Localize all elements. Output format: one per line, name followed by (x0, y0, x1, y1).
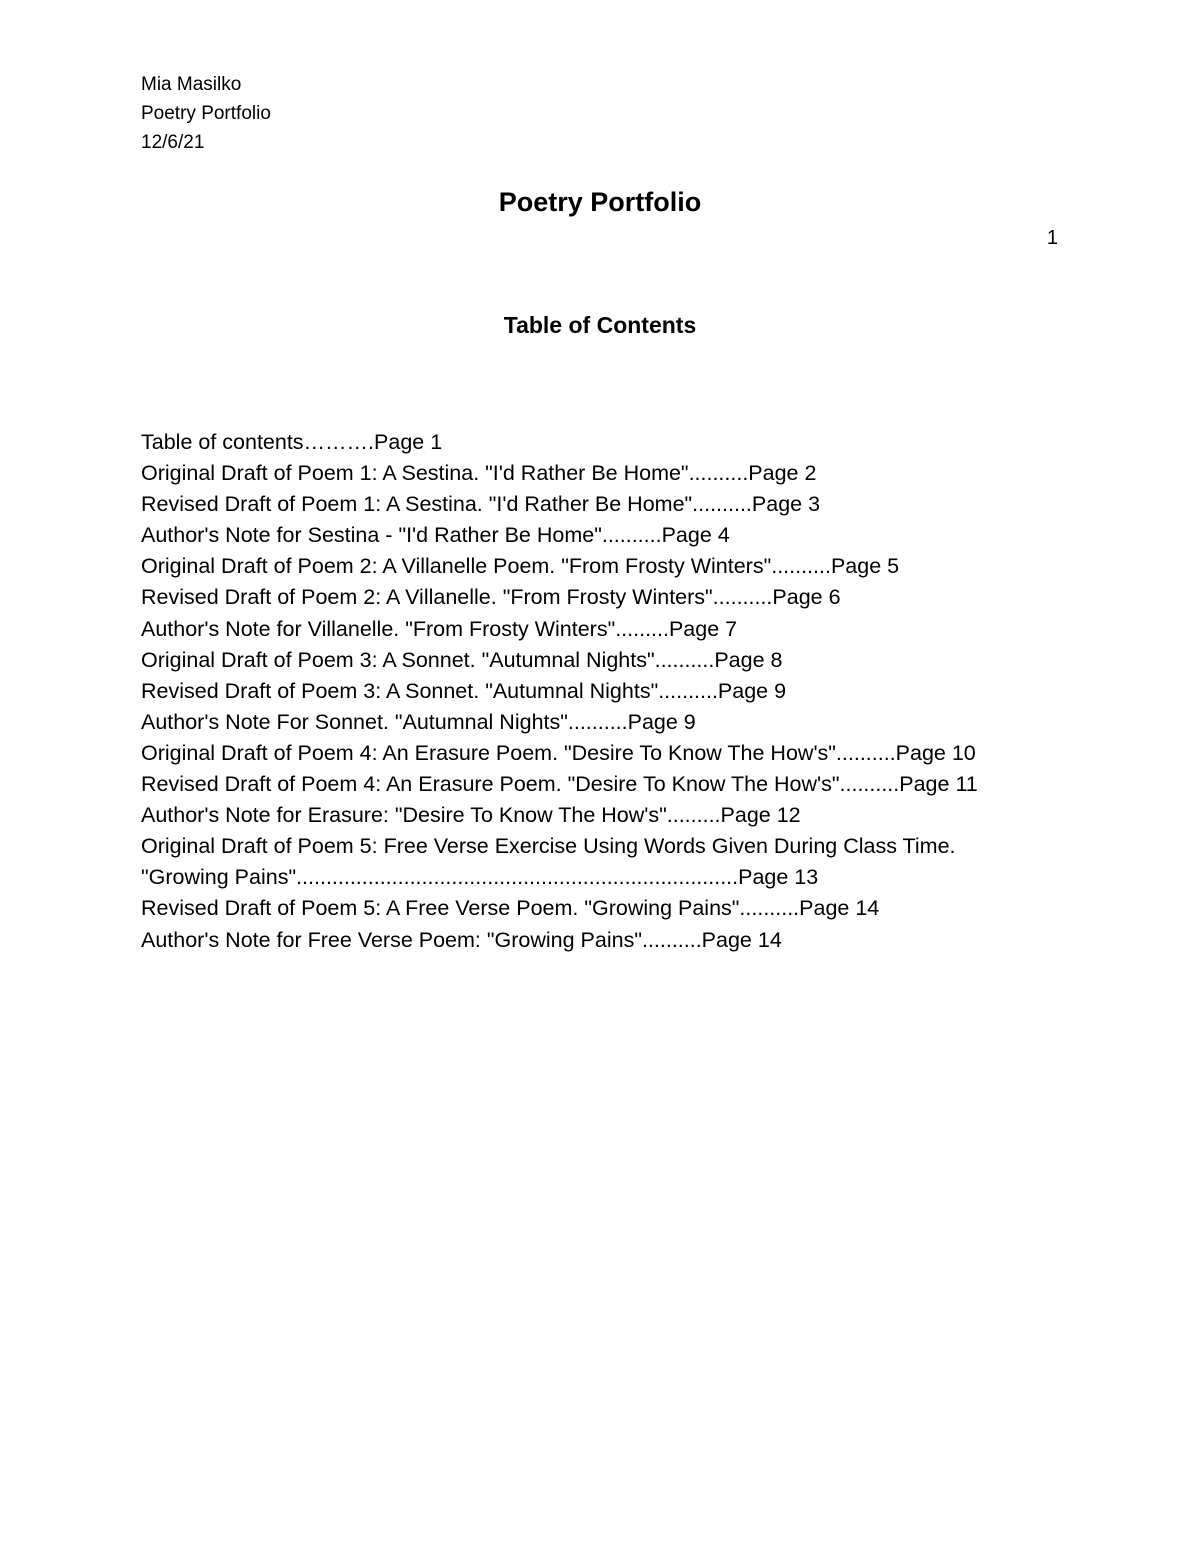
toc-entry: Author's Note for Erasure: "Desire To Know The How's".........Page 12 (141, 803, 801, 828)
toc-entry: Revised Draft of Poem 4: An Erasure Poem. "Desire To Know The How's"..........Page 11 (141, 772, 978, 797)
table-of-contents (141, 427, 1141, 956)
toc-entry: "Growing Pains"..........................................................................Page 13 (141, 865, 819, 890)
document-header (141, 70, 271, 157)
toc-entry: Original Draft of Poem 1: A Sestina. "I'd Rather Be Home"..........Page 2 (141, 461, 817, 486)
toc-entry: Author's Note for Sestina - "I'd Rather Be Home"..........Page 4 (141, 523, 730, 548)
page-number: 1 (1046, 227, 1058, 249)
toc-heading: Table of Contents (503, 312, 697, 338)
toc-entry: Original Draft of Poem 3: A Sonnet. "Autumnal Nights"..........Page 8 (141, 647, 783, 672)
toc-entry: Original Draft of Poem 2: A Villanelle Poem. "From Frosty Winters"..........Page 5 (141, 554, 900, 579)
toc-entry: Author's Note for Villanelle. "From Frosty Winters".........Page 7 (141, 616, 738, 641)
document-title: Poetry Portfolio (498, 187, 702, 217)
document-date: 12/6/21 (141, 132, 205, 153)
toc-entry: Revised Draft of Poem 5: A Free Verse Poem. "Growing Pains"..........Page 14 (141, 896, 880, 921)
toc-entry: Author's Note for Free Verse Poem: "Growing Pains"..........Page 14 (141, 927, 782, 952)
course-name: Poetry Portfolio (141, 103, 271, 124)
toc-entry: Table of contents……….Page 1 (141, 430, 443, 454)
toc-entry: Original Draft of Poem 5: Free Verse Exercise Using Words Given During Class Time. (141, 834, 956, 859)
toc-entry: Revised Draft of Poem 2: A Villanelle. "From Frosty Winters"..........Page 6 (141, 585, 841, 610)
toc-entry: Original Draft of Poem 4: An Erasure Poem. "Desire To Know The How's"..........Page 10 (141, 740, 976, 765)
author-name: Mia Masilko (141, 74, 242, 95)
toc-entry: Author's Note For Sonnet. "Autumnal Nights"..........Page 9 (141, 709, 696, 734)
toc-entry: Revised Draft of Poem 3: A Sonnet. "Autumnal Nights"..........Page 9 (141, 678, 787, 703)
toc-entry: Revised Draft of Poem 1: A Sestina. "I'd Rather Be Home"..........Page 3 (141, 492, 821, 517)
